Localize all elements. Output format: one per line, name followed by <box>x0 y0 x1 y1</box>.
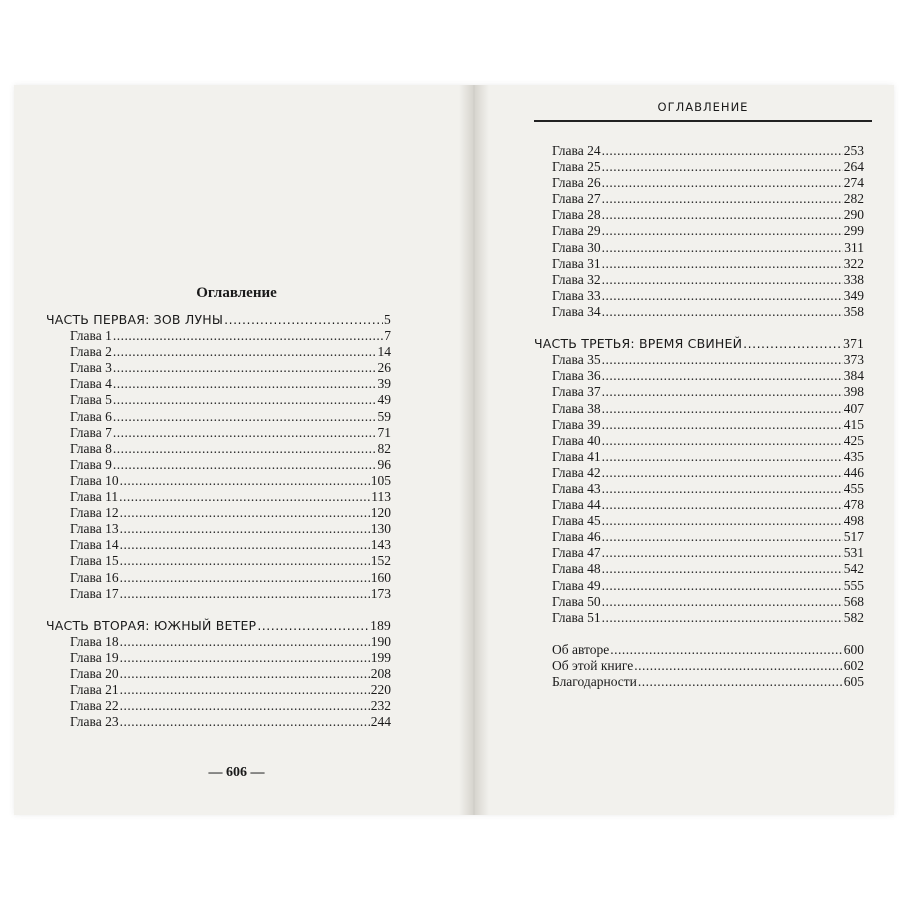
toc-part-entry <box>46 618 391 634</box>
toc-dot-leader <box>602 304 843 320</box>
toc-chapter-entry <box>534 529 864 545</box>
toc-entry-label: Об авторе <box>552 641 610 657</box>
toc-chapter-entry <box>46 570 391 586</box>
toc-entry-page: 542 <box>843 561 864 577</box>
toc-dot-leader <box>602 433 843 449</box>
toc-dot-leader <box>120 634 370 650</box>
toc-chapter-entry <box>46 376 391 392</box>
toc-entry-page: 189 <box>370 617 391 633</box>
toc-entry-label: Глава 2 <box>70 344 112 360</box>
toc-entry-label: Глава 10 <box>70 472 119 488</box>
toc-entry-page: 160 <box>370 569 391 585</box>
toc-dot-leader <box>610 642 843 658</box>
toc-chapter-entry <box>534 191 864 207</box>
left-page <box>14 85 459 815</box>
toc-dot-leader <box>120 650 370 666</box>
toc-entry-label: Глава 39 <box>552 416 601 432</box>
toc-dot-leader <box>602 401 843 417</box>
running-head: ОГЛАВЛЕНИЕ <box>657 100 749 114</box>
toc-entry-page: 349 <box>843 287 864 303</box>
toc-entry-label: Глава 49 <box>552 577 601 593</box>
toc-dot-leader <box>602 513 843 529</box>
toc-entry-label: ЧАСТЬ ВТОРАЯ: ЮЖНЫЙ ВЕТЕР <box>46 617 257 633</box>
toc-chapter-entry <box>534 207 864 223</box>
toc-dot-leader <box>113 344 377 360</box>
toc-chapter-entry <box>534 481 864 497</box>
toc-entry-label: Глава 16 <box>70 569 119 585</box>
toc-entry-label: ЧАСТЬ ТРЕТЬЯ: ВРЕМЯ СВИНЕЙ <box>534 336 743 352</box>
toc-entry-page: 130 <box>370 521 391 537</box>
toc-entry-page: 568 <box>843 593 864 609</box>
toc-chapter-entry <box>46 328 391 344</box>
toc-dot-leader <box>120 714 370 730</box>
toc-entry-page: 435 <box>843 448 864 464</box>
toc-dot-leader <box>602 368 843 384</box>
toc-entry-page: 407 <box>843 400 864 416</box>
toc-dot-leader <box>602 207 843 223</box>
toc-chapter-entry <box>46 473 391 489</box>
toc-dot-leader <box>113 409 377 425</box>
toc-entry-page: 71 <box>377 424 391 440</box>
toc-dot-leader <box>602 240 844 256</box>
toc-entry-page: 143 <box>370 537 391 553</box>
toc-entry-label: Глава 45 <box>552 513 601 529</box>
toc-entry-page: 253 <box>843 143 864 158</box>
toc-dot-leader <box>119 489 370 505</box>
toc-entry-page: 39 <box>377 376 391 392</box>
toc-chapter-entry <box>46 553 391 569</box>
toc-entry-page: 299 <box>843 223 864 239</box>
toc-entry-label: Глава 21 <box>70 682 119 698</box>
toc-entry-page: 208 <box>370 666 391 682</box>
toc-dot-leader <box>120 505 370 521</box>
left-toc-list <box>46 312 391 730</box>
toc-entry-label: Глава 3 <box>70 360 112 376</box>
toc-entry-label: Благодарности <box>552 674 637 690</box>
toc-dot-leader <box>602 449 843 465</box>
toc-dot-leader <box>602 594 843 610</box>
toc-entry-label: Глава 33 <box>552 287 601 303</box>
toc-entry-label: Глава 32 <box>552 271 601 287</box>
toc-entry-page: 105 <box>370 472 391 488</box>
toc-entry-label: Глава 29 <box>552 223 601 239</box>
toc-entry-page: 82 <box>377 440 391 456</box>
toc-entry-page: 26 <box>377 360 391 376</box>
toc-entry-page: 7 <box>384 328 391 344</box>
toc-dot-leader <box>602 288 843 304</box>
toc-dot-leader <box>602 497 843 513</box>
toc-dot-leader <box>113 441 377 457</box>
toc-chapter-entry <box>534 433 864 449</box>
toc-dot-leader <box>113 328 383 344</box>
toc-chapter-entry <box>534 288 864 304</box>
toc-entry-label: Глава 12 <box>70 505 119 521</box>
toc-entry-page: 555 <box>843 577 864 593</box>
toc-entry-label: ЧАСТЬ ПЕРВАЯ: ЗОВ ЛУНЫ <box>46 312 224 327</box>
right-page <box>489 85 894 815</box>
toc-entry-label: Глава 25 <box>552 159 601 175</box>
toc-entry-page: 220 <box>370 682 391 698</box>
toc-chapter-entry <box>46 505 391 521</box>
toc-entry-label: Глава 28 <box>552 207 601 223</box>
toc-dot-leader <box>120 586 370 602</box>
toc-chapter-entry <box>46 650 391 666</box>
toc-entry-label: Глава 40 <box>552 432 601 448</box>
toc-part-entry <box>534 336 864 352</box>
toc-dot-leader <box>113 360 377 376</box>
toc-dot-leader <box>120 570 370 586</box>
toc-entry-label: Глава 1 <box>70 328 112 344</box>
toc-chapter-entry <box>534 497 864 513</box>
book-gutter <box>459 85 489 815</box>
toc-entry-label: Глава 18 <box>70 633 119 649</box>
toc-entry-page: 600 <box>843 641 864 657</box>
toc-entry-label: Глава 5 <box>70 392 112 408</box>
toc-chapter-entry <box>46 425 391 441</box>
toc-chapter-entry <box>534 401 864 417</box>
toc-dot-leader <box>113 425 377 441</box>
toc-entry-label: Глава 17 <box>70 585 119 601</box>
toc-chapter-entry <box>534 143 864 159</box>
toc-dot-leader <box>602 529 843 545</box>
toc-chapter-entry <box>46 682 391 698</box>
toc-entry-page: 232 <box>370 698 391 714</box>
toc-entry-page: 49 <box>377 392 391 408</box>
toc-dot-leader <box>602 159 843 175</box>
toc-entry-page: 358 <box>843 303 864 319</box>
toc-entry-label: Об этой книге <box>552 658 634 673</box>
toc-entry-page: 384 <box>843 368 864 384</box>
toc-chapter-entry <box>534 561 864 577</box>
toc-entry-page: 173 <box>370 585 391 601</box>
toc-chapter-entry <box>46 586 391 602</box>
toc-chapter-entry <box>46 441 391 457</box>
toc-chapter-entry <box>534 384 864 400</box>
page-number: — 606 — <box>208 765 265 780</box>
toc-entry-label: Глава 42 <box>552 464 601 480</box>
toc-dot-leader <box>602 578 843 594</box>
toc-entry-label: Глава 31 <box>552 255 601 271</box>
toc-entry-label: Глава 27 <box>552 191 601 207</box>
toc-entry-page: 446 <box>843 464 864 480</box>
right-toc-list <box>534 143 864 690</box>
toc-dot-leader <box>120 682 370 698</box>
toc-chapter-entry <box>534 223 864 239</box>
toc-entry-page: 5 <box>384 312 391 327</box>
toc-chapter-entry <box>534 610 864 626</box>
toc-entry-page: 455 <box>843 480 864 496</box>
toc-dot-leader <box>602 481 843 497</box>
toc-dot-leader <box>224 312 383 328</box>
toc-dot-leader <box>257 618 369 634</box>
toc-entry-label: Глава 24 <box>552 143 601 158</box>
toc-entry-page: 478 <box>843 497 864 513</box>
toc-entry-page: 290 <box>843 207 864 223</box>
toc-chapter-entry <box>534 545 864 561</box>
toc-entry-label: Глава 44 <box>552 497 601 513</box>
toc-dot-leader <box>602 272 843 288</box>
toc-entry-page: 190 <box>370 633 391 649</box>
toc-chapter-entry <box>534 175 864 191</box>
toc-entry-label: Глава 15 <box>70 553 119 569</box>
toc-chapter-entry <box>46 409 391 425</box>
toc-entry-label: Глава 46 <box>552 529 601 545</box>
toc-chapter-entry <box>534 159 864 175</box>
toc-entry-label: Глава 23 <box>70 714 119 730</box>
toc-entry-page: 517 <box>843 529 864 545</box>
toc-entry-page: 415 <box>843 416 864 432</box>
toc-entry-label: Глава 13 <box>70 521 119 537</box>
toc-chapter-entry <box>534 352 864 368</box>
toc-dot-leader <box>120 521 370 537</box>
toc-dot-leader <box>602 352 843 368</box>
toc-entry-label: Глава 8 <box>70 440 112 456</box>
toc-entry-label: Глава 26 <box>552 175 601 191</box>
toc-chapter-entry <box>46 666 391 682</box>
toc-chapter-entry <box>534 368 864 384</box>
toc-chapter-entry <box>534 304 864 320</box>
toc-entry-page: 602 <box>843 658 864 673</box>
toc-chapter-entry <box>46 537 391 553</box>
toc-chapter-entry <box>46 360 391 376</box>
toc-dot-leader <box>113 376 377 392</box>
toc-dot-leader <box>120 473 370 489</box>
toc-entry-page: 373 <box>843 352 864 368</box>
toc-gap <box>534 626 864 642</box>
toc-entry-page: 605 <box>843 674 864 690</box>
toc-entry-page: 96 <box>377 456 391 472</box>
toc-chapter-entry <box>534 449 864 465</box>
toc-backmatter-entry <box>534 674 864 690</box>
toc-entry-label: Глава 48 <box>552 561 601 577</box>
toc-entry-label: Глава 50 <box>552 593 601 609</box>
toc-entry-page: 14 <box>377 344 391 360</box>
toc-dot-leader <box>602 175 843 191</box>
toc-chapter-entry <box>46 714 391 730</box>
toc-entry-page: 274 <box>843 175 864 191</box>
toc-dot-leader <box>602 384 843 400</box>
header-rule <box>534 120 872 122</box>
book-spread <box>14 85 894 815</box>
toc-part-entry <box>46 312 391 328</box>
toc-chapter-entry <box>534 594 864 610</box>
toc-entry-page: 244 <box>370 714 391 730</box>
toc-dot-leader <box>602 465 843 481</box>
toc-dot-leader <box>602 610 843 626</box>
toc-entry-label: Глава 43 <box>552 480 601 496</box>
toc-backmatter-entry <box>534 642 864 658</box>
toc-entry-page: 338 <box>843 271 864 287</box>
toc-entry-page: 152 <box>370 553 391 569</box>
toc-entry-label: Глава 38 <box>552 400 601 416</box>
toc-dot-leader <box>743 336 842 352</box>
toc-dot-leader <box>113 457 377 473</box>
toc-entry-page: 582 <box>843 609 864 625</box>
toc-dot-leader <box>634 658 843 674</box>
toc-dot-leader <box>602 191 843 207</box>
toc-dot-leader <box>120 698 370 714</box>
toc-entry-label: Глава 35 <box>552 352 601 368</box>
toc-dot-leader <box>638 674 843 690</box>
toc-entry-label: Глава 37 <box>552 384 601 400</box>
toc-entry-label: Глава 36 <box>552 368 601 384</box>
toc-chapter-entry <box>534 240 864 256</box>
toc-entry-page: 398 <box>843 384 864 400</box>
toc-chapter-entry <box>46 634 391 650</box>
toc-entry-page: 322 <box>843 255 864 271</box>
toc-dot-leader <box>602 417 843 433</box>
toc-entry-page: 371 <box>843 336 864 352</box>
toc-entry-label: Глава 4 <box>70 376 112 392</box>
toc-entry-label: Глава 6 <box>70 408 112 424</box>
toc-chapter-entry <box>534 256 864 272</box>
toc-entry-page: 498 <box>843 513 864 529</box>
toc-dot-leader <box>602 143 843 159</box>
toc-entry-label: Глава 20 <box>70 666 119 682</box>
toc-entry-page: 531 <box>843 545 864 561</box>
toc-gap <box>46 602 391 618</box>
toc-backmatter-entry <box>534 658 864 674</box>
toc-chapter-entry <box>46 489 391 505</box>
toc-chapter-entry <box>534 272 864 288</box>
toc-dot-leader <box>602 223 843 239</box>
toc-dot-leader <box>113 392 377 408</box>
toc-entry-label: Глава 9 <box>70 456 112 472</box>
toc-entry-page: 113 <box>371 489 391 505</box>
toc-entry-label: Глава 7 <box>70 424 112 440</box>
toc-chapter-entry <box>46 392 391 408</box>
toc-entry-page: 282 <box>843 191 864 207</box>
toc-entry-page: 120 <box>370 505 391 521</box>
toc-entry-label: Глава 47 <box>552 545 601 561</box>
toc-dot-leader <box>120 666 370 682</box>
toc-entry-page: 59 <box>377 408 391 424</box>
toc-dot-leader <box>120 553 370 569</box>
toc-entry-label: Глава 34 <box>552 303 601 319</box>
toc-dot-leader <box>602 545 843 561</box>
toc-entry-label: Глава 19 <box>70 649 119 665</box>
toc-chapter-entry <box>534 513 864 529</box>
toc-title: Оглавление <box>196 285 277 301</box>
toc-gap <box>534 320 864 336</box>
toc-chapter-entry <box>46 457 391 473</box>
toc-dot-leader <box>602 256 843 272</box>
toc-entry-page: 264 <box>843 159 864 175</box>
toc-chapter-entry <box>46 344 391 360</box>
toc-entry-label: Глава 11 <box>70 489 119 505</box>
toc-dot-leader <box>602 561 843 577</box>
toc-chapter-entry <box>534 465 864 481</box>
toc-dot-leader <box>120 537 370 553</box>
toc-chapter-entry <box>46 698 391 714</box>
toc-chapter-entry <box>534 417 864 433</box>
toc-entry-label: Глава 22 <box>70 698 119 714</box>
toc-entry-page: 199 <box>370 649 391 665</box>
toc-chapter-entry <box>534 578 864 594</box>
toc-entry-label: Глава 30 <box>552 239 601 255</box>
toc-entry-label: Глава 41 <box>552 448 601 464</box>
toc-entry-label: Глава 14 <box>70 537 119 553</box>
toc-chapter-entry <box>46 521 391 537</box>
toc-entry-page: 311 <box>844 239 864 255</box>
toc-entry-page: 425 <box>843 432 864 448</box>
toc-entry-label: Глава 51 <box>552 609 601 625</box>
